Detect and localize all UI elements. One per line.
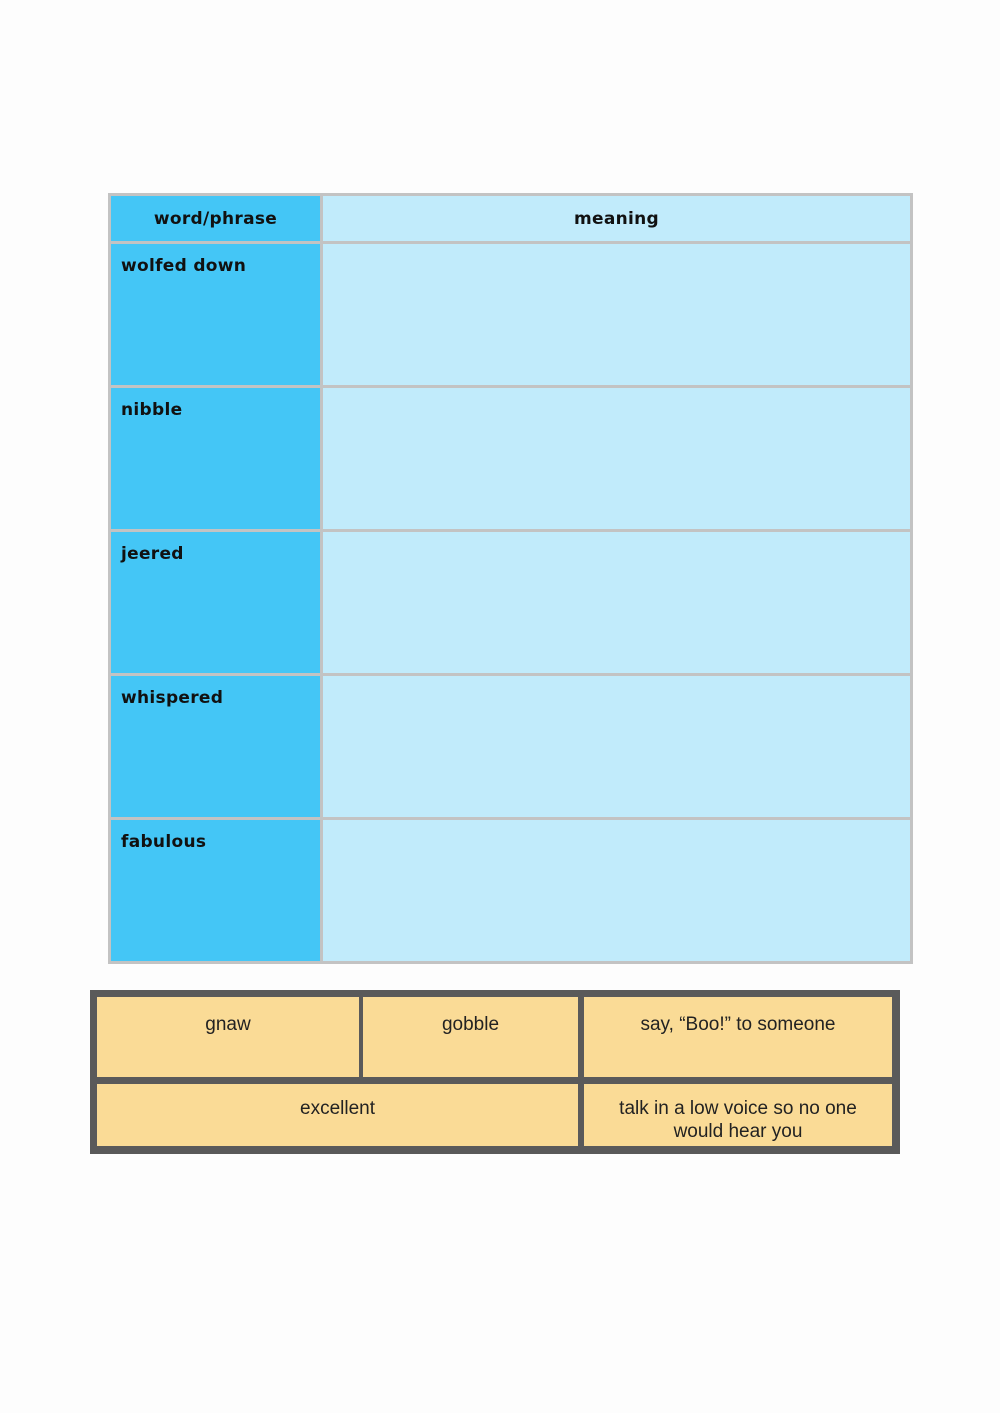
meaning-cell[interactable] xyxy=(322,243,912,387)
table-row xyxy=(110,675,912,819)
word-cell xyxy=(110,387,322,531)
word-label: whispered xyxy=(121,688,224,708)
meaning-cell[interactable] xyxy=(322,387,912,531)
vocabulary-table xyxy=(108,193,913,964)
table-header-row xyxy=(110,195,912,243)
word-label: jeered xyxy=(121,544,184,564)
word-label: wolfed down xyxy=(121,256,247,276)
answer-card-text: say, “Boo!” to someone xyxy=(640,1014,836,1035)
table-row xyxy=(110,531,912,675)
meaning-cell[interactable] xyxy=(322,531,912,675)
word-label: fabulous xyxy=(121,832,207,852)
header-word-phrase: word/phrase xyxy=(110,195,322,243)
word-cell xyxy=(110,819,322,963)
table-row xyxy=(110,387,912,531)
answer-card-text: talk in a low voice so no one would hear you xyxy=(619,1098,857,1142)
answer-cards xyxy=(90,990,900,1154)
word-cell xyxy=(110,243,322,387)
answer-card[interactable] xyxy=(97,1084,578,1146)
answer-card-text: gobble xyxy=(441,1014,500,1035)
answer-card-text: gnaw xyxy=(205,1014,251,1035)
answer-card-text: excellent xyxy=(300,1098,375,1119)
meaning-cell[interactable] xyxy=(322,819,912,963)
answer-card[interactable] xyxy=(584,997,892,1077)
header-meaning: meaning xyxy=(322,195,912,243)
answer-card[interactable] xyxy=(97,997,359,1077)
answer-card[interactable] xyxy=(584,1084,892,1146)
table-row xyxy=(110,819,912,963)
word-cell xyxy=(110,675,322,819)
word-label: nibble xyxy=(121,400,183,420)
answer-card[interactable] xyxy=(363,997,578,1077)
meaning-cell[interactable] xyxy=(322,675,912,819)
word-cell xyxy=(110,531,322,675)
table-row xyxy=(110,243,912,387)
